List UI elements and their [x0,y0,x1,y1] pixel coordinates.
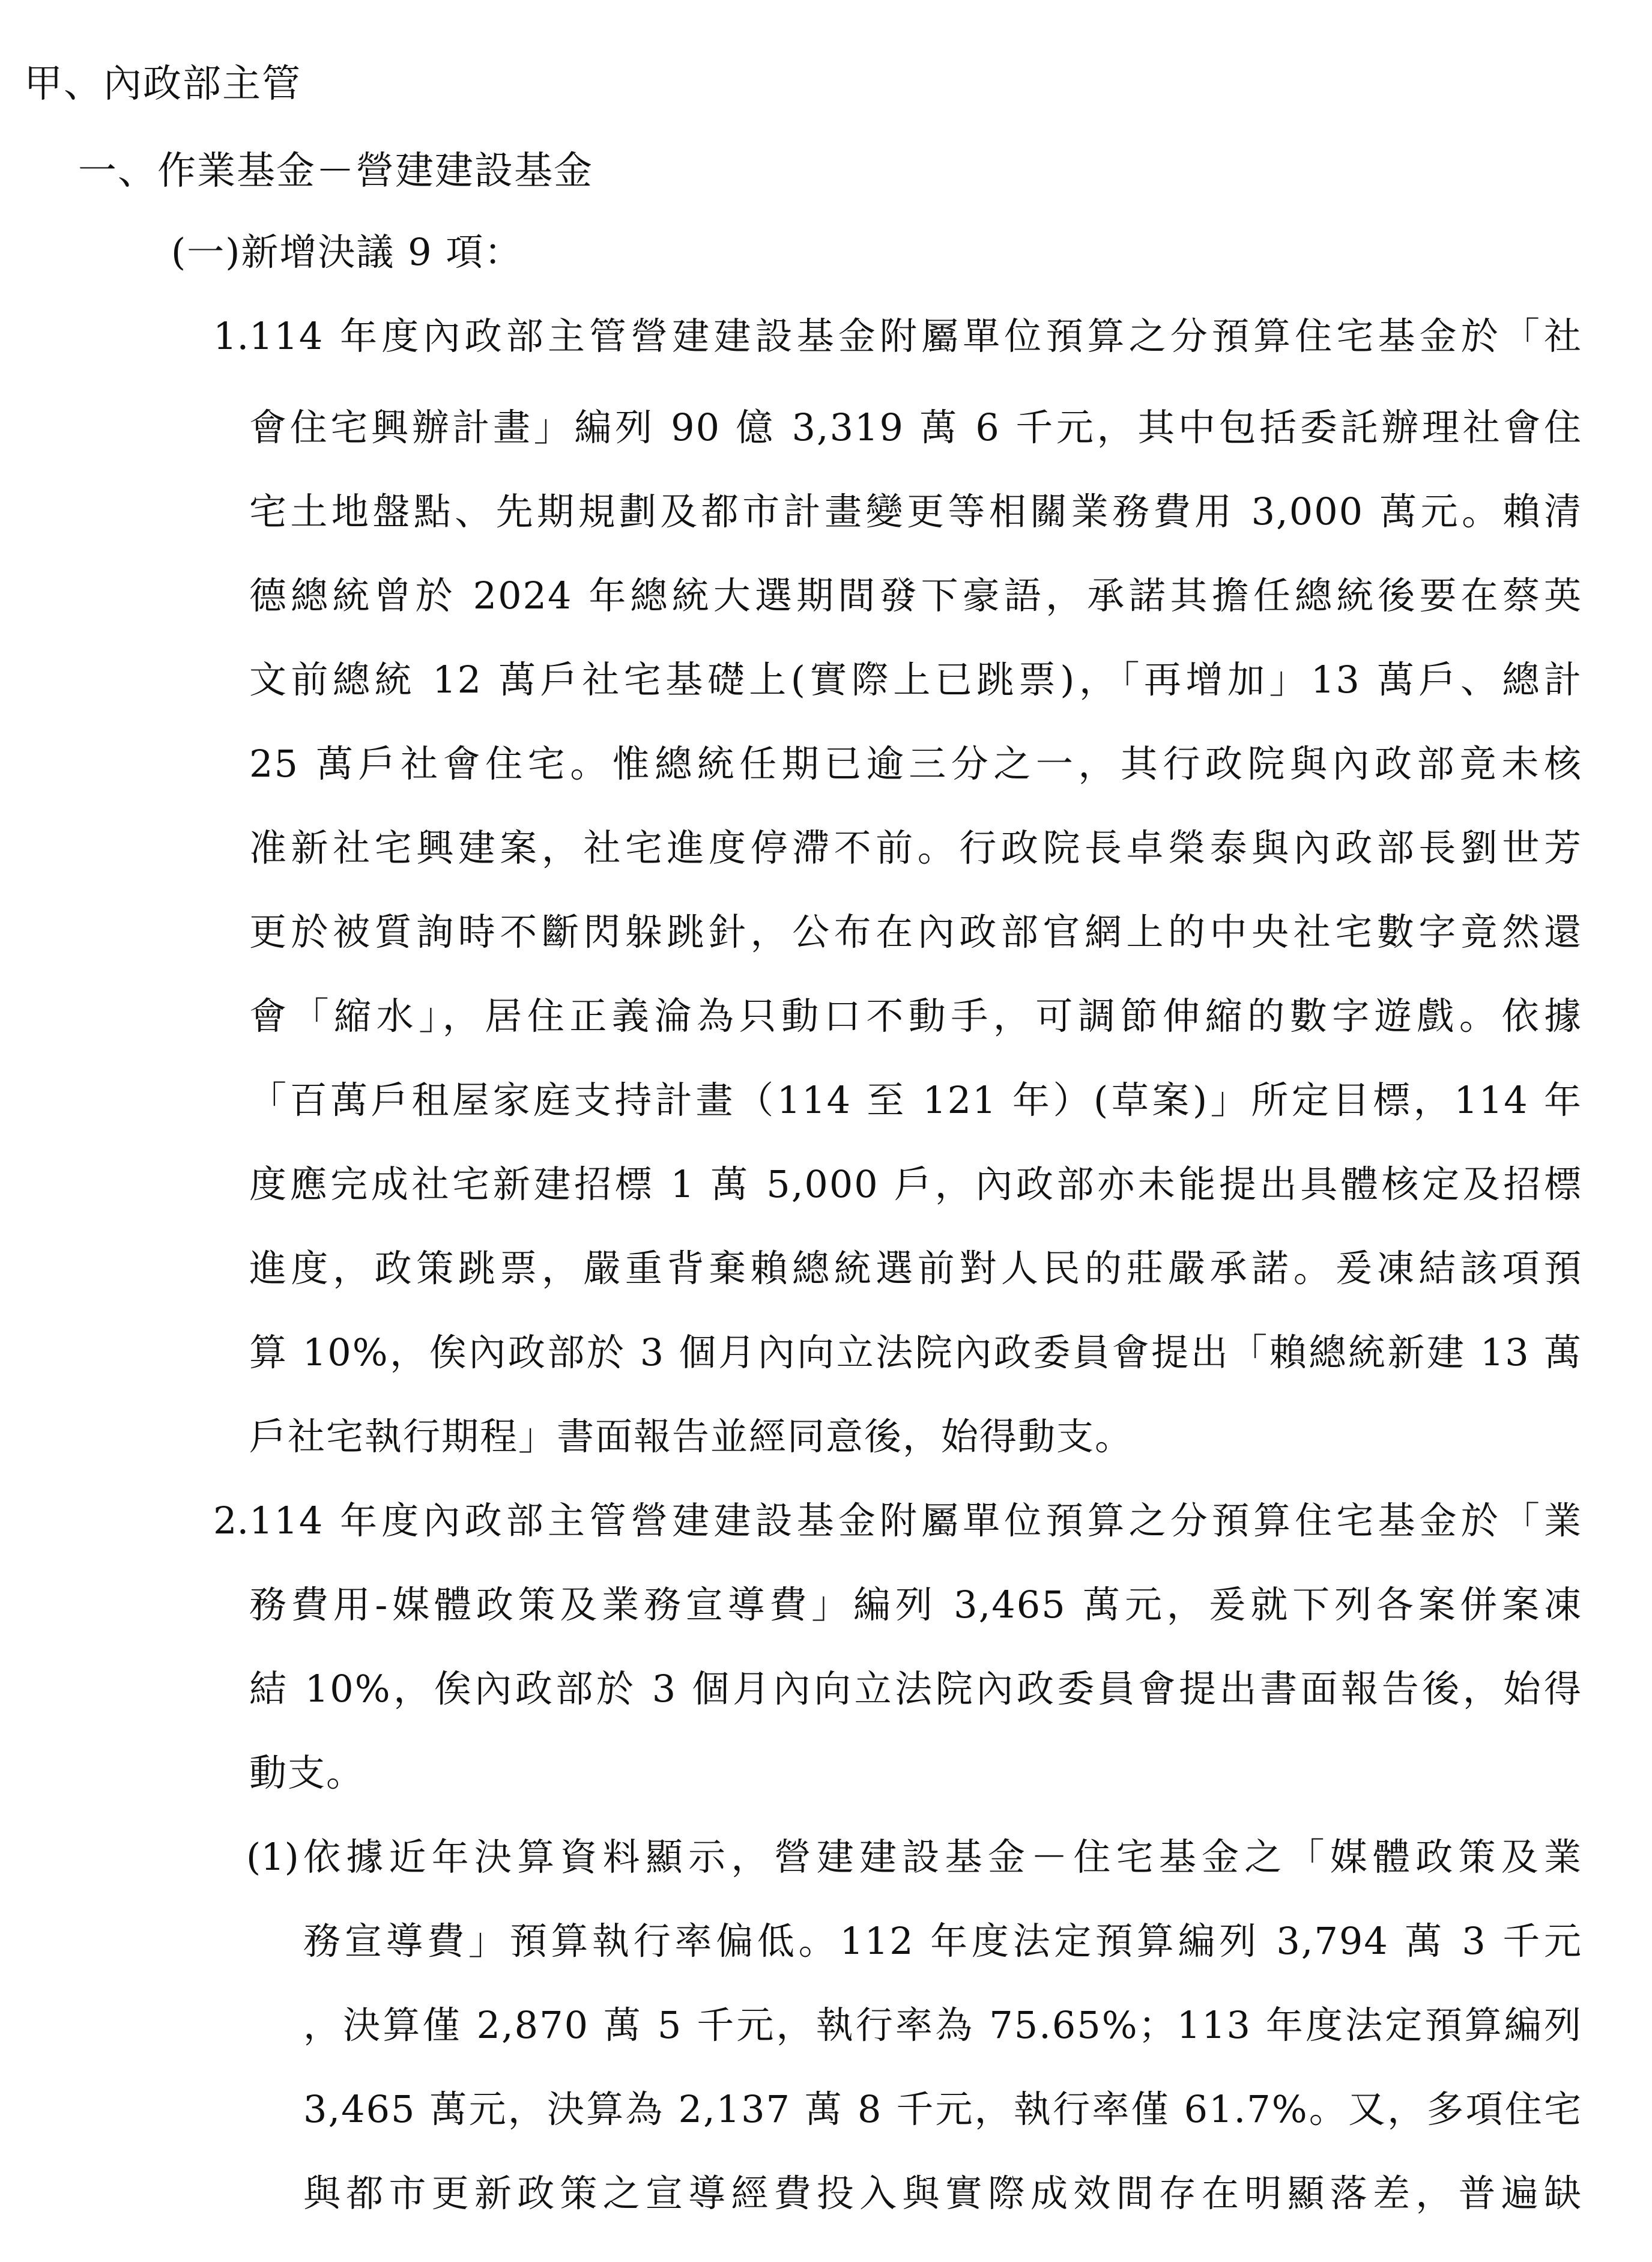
item-2-number: 2. [213,1499,249,1542]
item-1-line-7: 准新社宅興建案，社宅進度停滯不前。行政院長卓榮泰與內政部長劉世芳 [249,826,1582,870]
item-1-line-14: 戶社宅執行期程」書面報告並經同意後，始得動支。 [249,1415,1134,1458]
item-1-line-9: 會「縮水」，居住正義淪為只動口不動手，可調節伸縮的數字遊戲。依據 [249,994,1582,1038]
item-1-line-5: 文前總統 12 萬戶社宅基礎上(實際上已跳票)，「再增加」13 萬戶、總計 [249,658,1582,702]
sub-item-1-line-4: 3,465 萬元，決算為 2,137 萬 8 千元，執行率僅 61.7%。又，多項住宅 [303,2087,1582,2131]
item-1-line-13: 算 10%，俟內政部於 3 個月內向立法院內政委員會提出「賴總統新建 13 萬 [249,1330,1582,1374]
sub-item-1-line-5: 與都市更新政策之宣導經費投入與實際成效間存在明顯落差，普遍缺 [303,2171,1582,2215]
item-1-line-12: 進度，政策跳票，嚴重背棄賴總統選前對人民的莊嚴承諾。爰凍結該項預 [249,1246,1582,1290]
item-2-line-1: 114 年度內政部主管營建建設基金附屬單位預算之分預算住宅基金於「業 [249,1499,1582,1542]
item-1-line-1: 114 年度內政部主管營建建設基金附屬單位預算之分預算住宅基金於「社 [249,314,1582,358]
item-1-line-2: 會住宅興辦計畫」編列 90 億 3,319 萬 6 千元，其中包括委託辦理社會住 [249,405,1582,449]
item-1-line-8: 更於被質詢時不斷閃躲跳針，公布在內政部官網上的中央社宅數字竟然還 [249,910,1582,954]
section-heading-fund: 一、作業基金－營建建設基金 [78,149,593,193]
section-heading-resolutions: (一)新增決議 9 項： [171,230,523,274]
item-2-line-2: 務費用-媒體政策及業務宣導費」編列 3,465 萬元，爰就下列各案併案凍 [249,1583,1582,1627]
item-1-number: 1. [213,314,249,358]
item-1-line-3: 宅土地盤點、先期規劃及都市計畫變更等相關業務費用 3,000 萬元。賴清 [249,490,1582,533]
item-1-line-4: 德總統曾於 2024 年總統大選期間發下豪語，承諾其擔任總統後要在蔡英 [249,574,1582,617]
sub-item-1-line-2: 務宣導費」預算執行率偏低。112 年度法定預算編列 3,794 萬 3 千元 [303,1919,1582,1963]
item-1-line-11: 度應完成社宅新建招標 1 萬 5,000 戶，內政部亦未能提出具體核定及招標 [249,1162,1582,1206]
item-1-line-10: 「百萬戶租屋家庭支持計畫（114 至 121 年）(草案)」所定目標，114 年 [249,1078,1582,1122]
sub-item-1-number: (1) [246,1835,299,1879]
sub-item-1-line-1: 依據近年決算資料顯示，營建建設基金－住宅基金之「媒體政策及業 [303,1835,1582,1879]
section-heading-ministry: 甲、內政部主管 [24,62,301,106]
item-2-line-4: 動支。 [249,1751,365,1795]
sub-item-1-line-3: ，決算僅 2,870 萬 5 千元，執行率為 75.65%；113 年度法定預算編列 [303,2003,1582,2047]
item-1-line-6: 25 萬戶社會住宅。惟總統任期已逾三分之一，其行政院與內政部竟未核 [249,742,1582,786]
item-2-line-3: 結 10%，俟內政部於 3 個月內向立法院內政委員會提出書面報告後，始得 [249,1667,1582,1711]
